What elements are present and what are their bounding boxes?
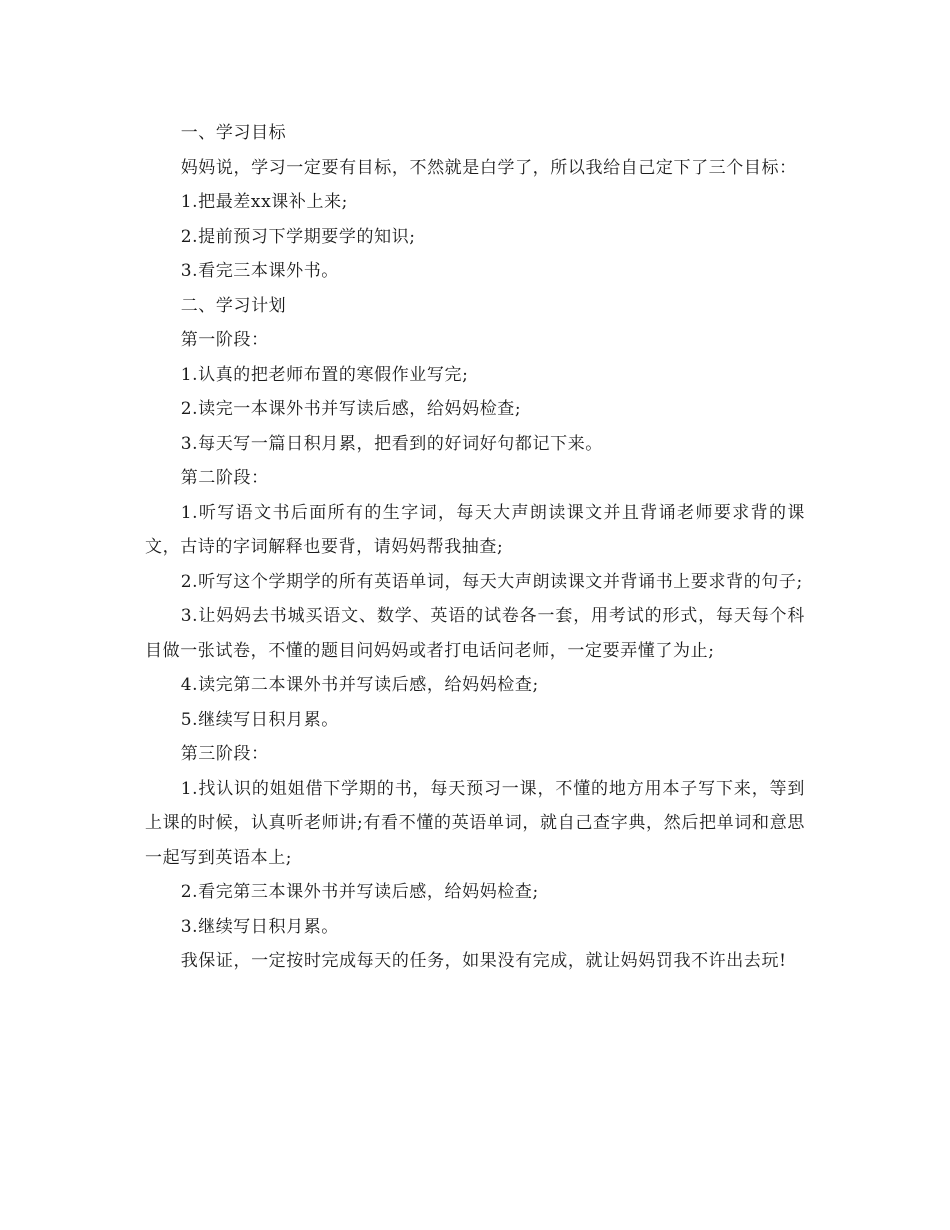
list-item-goal-3: 3.看完三本课外书。 — [180, 261, 339, 281]
list-item-stage1-3: 3.每天写一篇日积月累，把看到的好词好句都记下来。 — [180, 433, 603, 454]
stage-heading-3: 第三阶段： — [180, 744, 269, 764]
list-item-stage2-5: 5.继续写日积月累。 — [180, 709, 339, 730]
document-body — [145, 116, 805, 979]
stage-heading-2: 第二阶段： — [180, 468, 269, 488]
list-item-stage3-3: 3.继续写日积月累。 — [180, 916, 339, 937]
section-heading-plan: 二、学习计划 — [180, 295, 287, 316]
stage-heading-1: 第一阶段： — [180, 330, 269, 350]
list-item-stage2-2: 2.听写这个学期学的所有英语单词，每天大声朗读课文并背诵书上要求背的句子; — [180, 571, 803, 592]
list-item-stage3-1: 1.找认识的姐姐借下学期的书，每天预习一课，不懂的地方用本子写下来，等到上课的时候，认真听老师讲;有看不懂的英语单词，就自己查字典，然后把单词和意思一起写到英语本上; — [145, 778, 805, 868]
list-item-stage1-2: 2.读完一本课外书并写读后感，给妈妈检查; — [180, 399, 522, 419]
list-item-stage2-4: 4.读完第二本课外书并写读后感，给妈妈检查; — [180, 675, 539, 695]
list-item-stage3-2: 2.看完第三本课外书并写读后感，给妈妈检查; — [180, 882, 539, 902]
list-item-goal-1: 1.把最差xx课补上来; — [180, 192, 349, 212]
list-item-stage2-3: 3.让妈妈去书城买语文、数学、英语的试卷各一套，用考试的形式，每天每个科目做一张试卷，不懂的题目问妈妈或者打电话问老师，一定要弄懂了为止; — [145, 606, 805, 661]
paragraph-promise: 我保证，一定按时完成每天的任务，如果没有完成，就让妈妈罚我不许出去玩! — [180, 951, 787, 971]
section-heading-goals: 一、学习目标 — [180, 123, 287, 143]
paragraph-goals-intro: 妈妈说，学习一定要有目标，不然就是白学了，所以我给自己定下了三个目标： — [180, 157, 797, 178]
list-item-goal-2: 2.提前预习下学期要学的知识; — [180, 226, 416, 247]
list-item-stage2-1: 1.听写语文书后面所有的生字词，每天大声朗读课文并且背诵老师要求背的课文，古诗的字词解释也要背，请妈妈帮我抽查; — [145, 502, 805, 557]
list-item-stage1-1: 1.认真的把老师布置的寒假作业写完; — [180, 364, 469, 385]
